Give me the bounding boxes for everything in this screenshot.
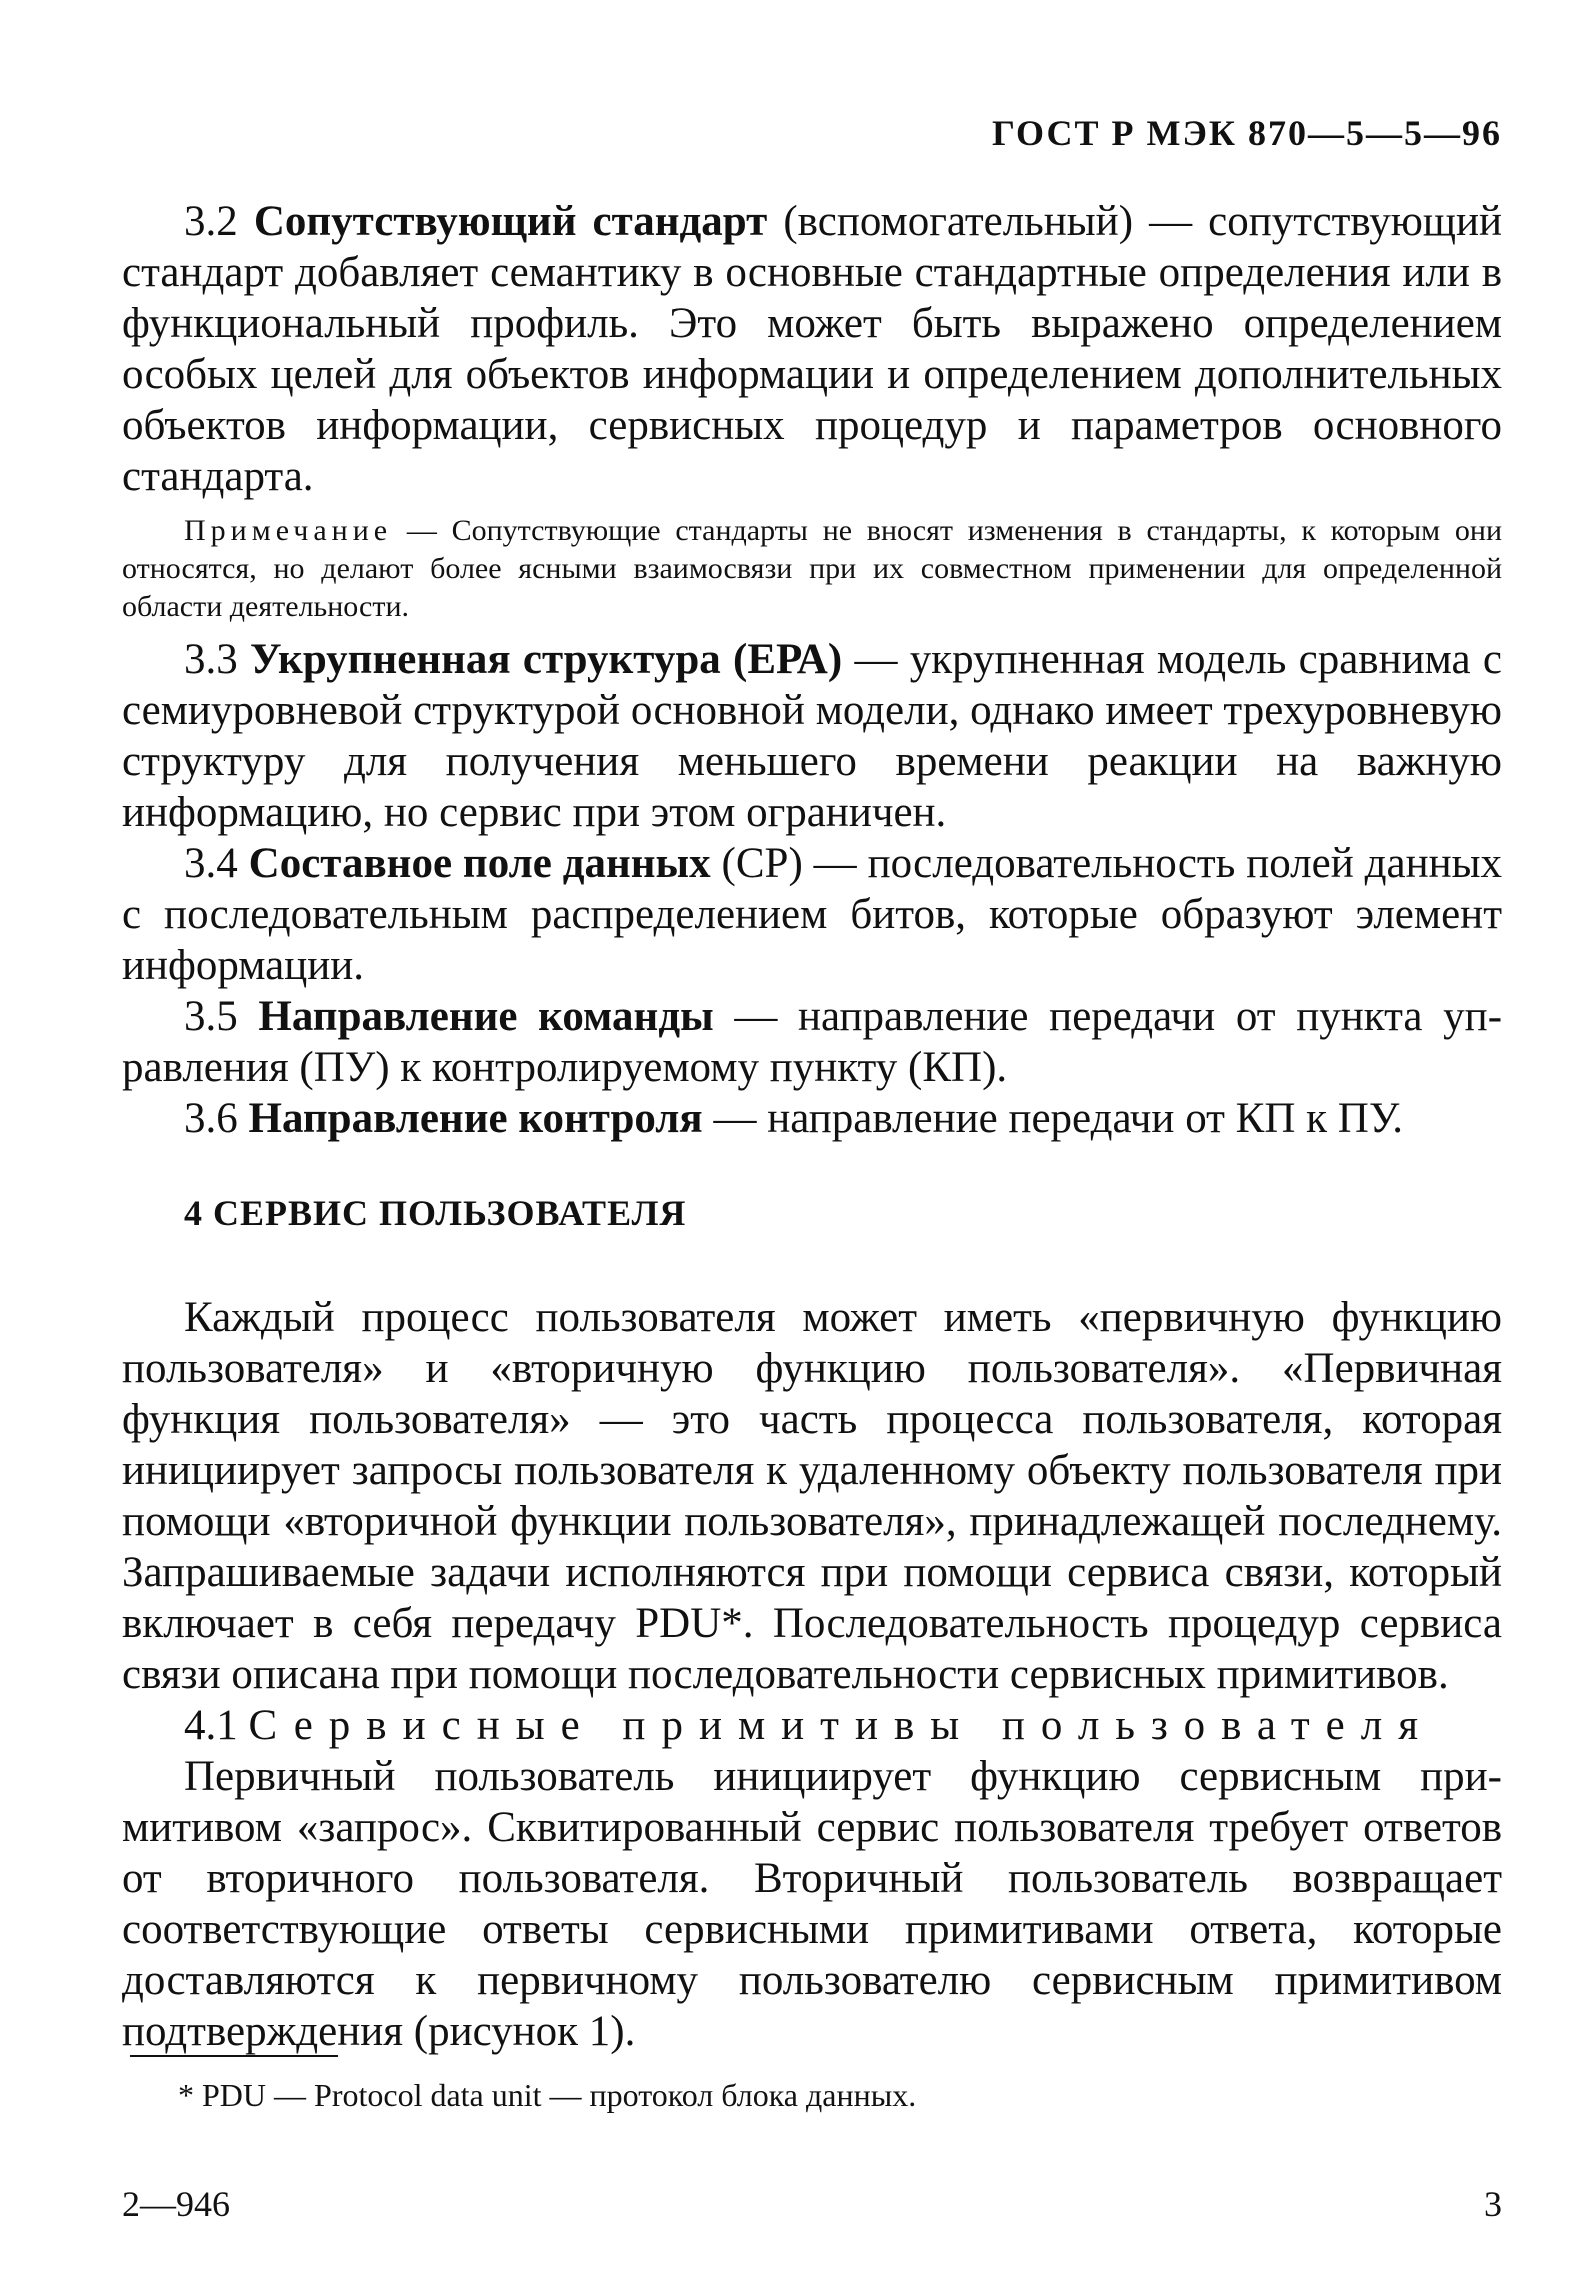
print-code: 2—946 [122, 2184, 230, 2224]
footnote-divider [130, 2055, 338, 2057]
document-code-header: ГОСТ Р МЭК 870—5—5—96 [992, 113, 1502, 153]
note-label: Примечание [184, 514, 393, 547]
clause-term: Укрупненная структура (ЕРА) [250, 636, 843, 683]
body-text [122, 196, 1502, 2057]
clause-number: 3.3 [184, 636, 238, 683]
clause-3-3 [122, 634, 1502, 838]
footnote: * PDU — Protocol data unit — протокол блока данных. [178, 2077, 917, 2113]
clause-3-4 [122, 838, 1502, 991]
subsection-number: 4.1 [184, 1702, 238, 1749]
subsection-heading [122, 1700, 1502, 1751]
note [122, 512, 1502, 626]
clause-text: — укрупненная модель сравнима с семиуровневой структурой основной модели, однако имеет трехуровневую структуру для получения меньшего времени реакции на важную информацию, но сервис при этом ограничен. [122, 636, 1502, 836]
clause-number: 3.5 [184, 993, 238, 1040]
clause-number: 3.4 [184, 840, 238, 887]
clause-number: 3.6 [184, 1095, 238, 1142]
clause-text: — направление передачи от пункта управления (ПУ) к контролируемому пункту (КП). [122, 993, 1503, 1091]
subsection-title: Сервисные примитивы пользователя [248, 1702, 1434, 1749]
clause-3-5 [122, 991, 1502, 1093]
clause-3-2 [122, 196, 1502, 502]
clause-3-6 [122, 1093, 1502, 1144]
clause-term: Направление контроля [248, 1095, 703, 1142]
page-number: 3 [1484, 2184, 1502, 2224]
section-heading: 4 СЕРВИС ПОЛЬЗОВАТЕЛЯ [184, 1193, 687, 1233]
clause-term: Сопутствующий стандарт [253, 198, 768, 245]
clause-text: — направление передачи от КП к ПУ. [713, 1095, 1404, 1142]
clause-text: (вспомогательный) — сопутствующий стандарт добавляет семантику в основные стандартные определения или в функциональный профиль. Это может быть выражено определением особых целей для объектов информации и определением дополнительных объектов информации, сервисных процедур и параметров основного стандарта. [122, 198, 1503, 500]
clause-term: Направление команды [258, 993, 714, 1040]
clause-number: 3.2 [184, 198, 238, 245]
note-text: — Сопутствующие стандарты не вносят изменения в стандарты, к которым они относятся, но делают более ясными взаимосвязи при их совместном применении для определенной области деятельности. [122, 514, 1502, 623]
section-intro: Каждый процесс пользователя может иметь «первичную функцию пользователя» и «вторичную функцию пользователя». «Первичная функция пользователя» — это часть процесса пользователя, которая инициирует запросы пользователя к удаленному объекту пользователя при помощи «вторичной функции пользователя», принадлежащей последнему. Запрашиваемые задачи исполняются при помощи сервиса связи, который включает в себя передачу PDU*. Последовательность процедур сервиса связи описана при помощи последовательности сервисных примитивов. [122, 1294, 1502, 1698]
clause-text: (СР) — последовательность полей данных с последовательным распределением битов, которые образуют элемент информации. [122, 840, 1502, 989]
clause-term: Составное поле данных [248, 840, 711, 887]
subsection-text: Первичный пользователь инициирует функцию сервисным примитивом «запрос». Сквитированный сервис пользователя требует ответов от вторичного пользователя. Вторичный пользователь возвращает соответствующие ответы сервисными примитивами ответа, которые доставляются к первичному пользователю сервисным примитивом подтверждения (рисунок 1). [122, 1753, 1502, 2055]
